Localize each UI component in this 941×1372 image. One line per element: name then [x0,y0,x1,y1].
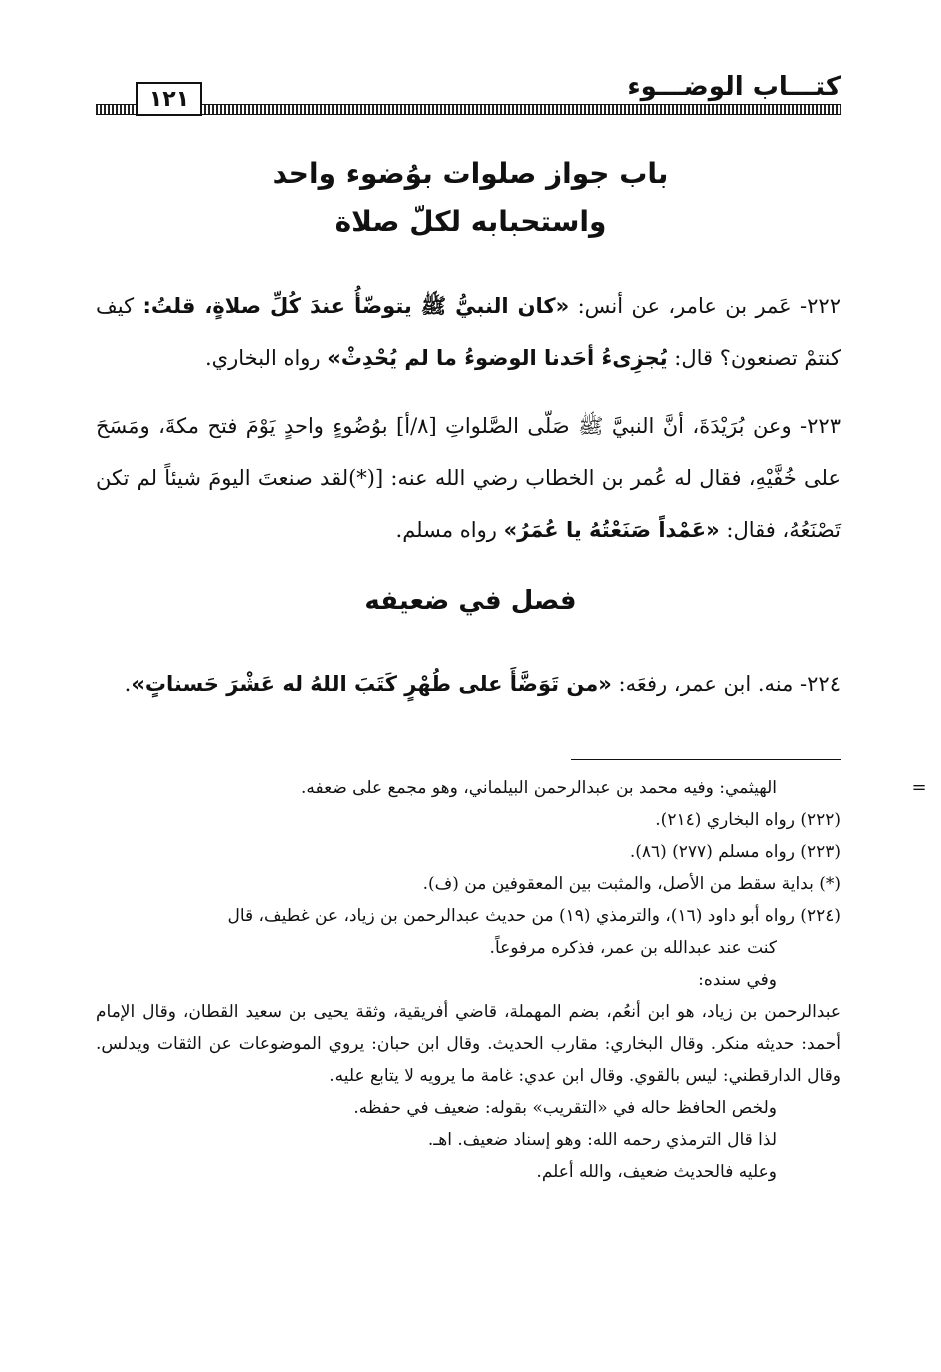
footnote-224-line-5: ولخص الحافظ حاله في «التقريب» بقوله: ضعيف في حفظه. [353,1098,777,1118]
hadith-222-quote-1: «كان النبيُّ ﷺ يتوضّأُ عندَ كُلِّ صلاةٍ، قلتُ: [142,294,570,318]
hadith-223-quote: «عَمْداً صَنَعْتُهُ يا عُمَرُ» [503,518,720,542]
hadith-222-middle: كيف كنتمْ تصنعون؟ قال: [96,294,841,370]
footnote-continuation [96,772,927,804]
hadith-222-prefix: ٢٢٢- عَمر بن عامر، عن أنس: [569,294,841,318]
hadith-223 [96,400,841,556]
footnote-224-paragraph: عبدالرحمن بن زياد، هو ابن أنعُم، بضم المهملة، قاضي أفريقية، وثقة يحيى بن سعيد القطان، وقال الإمام أحمد: حديثه منكر. وقال البخاري: مقارب الحديث. وقال ابن حبان: يروي الموضوعات عن الثقات ويدلس. وقال الدارقطني: ليس بالقوي. وقال ابن عدي: غامة ما يرويه لا يتابع عليه. [96,1002,841,1086]
section-title: فصل في ضعيفه [364,586,577,616]
hadith-224-prefix: ٢٢٤- منه. ابن عمر، رفعَه: [611,672,841,696]
hadith-223-suffix: رواه مسلم. [395,518,504,542]
hadith-223-prefix: ٢٢٣- وعن بُرَيْدَةَ، أنَّ النبيَّ ﷺ صَلّى الصَّلواتِ [٨/أ] بوُضُوءٍ واحدٍ يَوْمَ فتح مكةَ، ومَسَحَ على خُفَّيْهِ، فقال له عُمر بن الخطاب رضي الله عنه: [(*)لقد صنعتَ اليومَ شيئاً لم تكن تَصْنَعُهُ، فقال: [96,414,841,542]
footnote-224-line-7: وعليه فالحديث ضعيف، والله أعلم. [536,1162,777,1182]
footnote-224-line-3: وفي سنده: [698,970,777,990]
chapter-title-line-2: واستحبابه لكلّ صلاة [334,205,607,238]
hadith-222 [96,280,841,384]
hadith-222-quote-2: يُجزِىءُ أحَدنا الوضوءُ ما لم يُحْدِثْ» [327,346,668,370]
hadith-222-suffix: رواه البخاري. [205,346,328,370]
hadith-224-suffix: . [124,672,132,696]
footnote-continuation-text: الهيثمي: وفيه محمد بن عبدالرحمن البيلماني، وهو مجمع على ضعفه. [301,778,777,798]
footnote-separator [571,759,841,760]
hadith-224 [96,658,841,710]
footnote-224-line-1: (٢٢٤) رواه أبو داود (١٦)، والترمذي (١٩) من حديث عبدالرحمن بن زياد، عن غطيف، قال [227,906,841,926]
hadith-224-quote: «من تَوَضَّأَ على طُهْرٍ كَتَبَ اللهُ له عَشْرَ حَسناتٍ» [131,672,612,696]
footnote-star: (*) بداية سقط من الأصل، والمثبت بين المعقوفين من (ف). [422,874,841,894]
footnotes [96,772,927,1188]
page-number: ١٢١ [136,82,202,116]
footnote-224-line-2: كنت عند عبدالله بن عمر، فذكره مرفوعاً. [489,938,777,958]
footnote-224-line-6: لذا قال الترمذي رحمه الله: وهو إسناد ضعيف. اهـ. [427,1130,777,1150]
header-decorative-rule [96,104,841,115]
footnote-222: (٢٢٢) رواه البخاري (٢١٤). [655,810,841,830]
continuation-mark: = [911,777,927,798]
chapter-title-line-1: باب جواز صلوات بوُضوء واحد [272,157,669,190]
chapter-title [100,150,841,246]
running-header-title: كتـــاب الوضـــوء [627,72,841,102]
footnote-223: (٢٢٣) رواه مسلم (٢٧٧) (٨٦). [629,842,841,862]
